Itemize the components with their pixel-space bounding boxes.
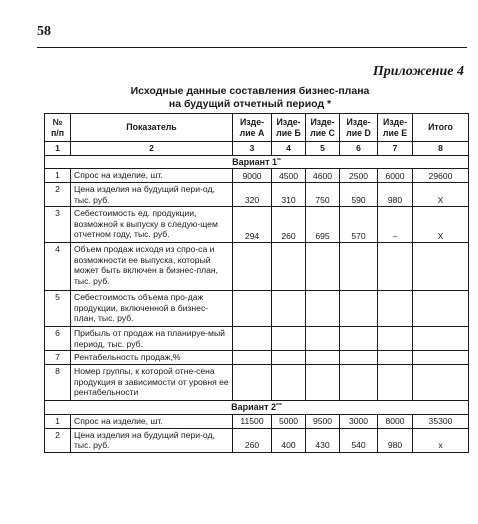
value-cell [306,243,340,291]
indicator-label: Прибыль от продаж на планируе-мый период, тыс. руб. [71,327,233,351]
value-cell: 3000 [340,414,378,428]
indicator-label: Себестоимость ед. продукции, возможной к выпуску в следую-щем отчетном году, тыс. руб. [71,207,233,243]
value-cell: – [378,207,413,243]
header-row [45,114,469,142]
value-cell: 8000 [378,414,413,428]
header-indicator: Показатель [71,114,233,142]
value-cell: 4500 [272,169,306,183]
header-total: Итого [413,114,469,142]
header-product-c: Изде-лие С [306,114,340,142]
variant-label: Вариант 1 [232,156,277,167]
value-cell: 980 [378,428,413,452]
value-cell [306,291,340,327]
value-cell: 294 [233,207,272,243]
value-cell [340,327,378,351]
header-product-e: Изде-лие Е [378,114,413,142]
table-row [45,351,469,365]
table-row [45,183,469,207]
variant-row [45,155,469,169]
table-row [45,428,469,452]
table-row [45,414,469,428]
table-row [45,291,469,327]
column-number-row [45,142,469,156]
column-number: 4 [272,142,306,156]
value-cell [306,365,340,401]
value-cell: 6000 [378,169,413,183]
header-product-a: Изде-лие А [233,114,272,142]
header-num: № п/п [45,114,71,142]
value-cell: Х [413,207,469,243]
value-cell: 590 [340,183,378,207]
value-cell [340,291,378,327]
table-row [45,327,469,351]
value-cell [413,291,469,327]
value-cell: Х [413,183,469,207]
business-plan-table [44,113,469,453]
indicator-label: Спрос на изделие, шт. [71,414,233,428]
value-cell [233,243,272,291]
value-cell [233,327,272,351]
indicator-label: Цена изделия на будущий пери-од, тыс. руб. [71,428,233,452]
row-number: 1 [45,414,71,428]
column-number: 6 [340,142,378,156]
indicator-label: Рентабельность продаж,% [71,351,233,365]
value-cell: 260 [272,207,306,243]
table-title-line-2: на будущий отчетный период * [168,98,332,110]
table-row [45,207,469,243]
value-cell: 9500 [306,414,340,428]
value-cell [340,365,378,401]
value-cell [378,291,413,327]
value-cell: 540 [340,428,378,452]
column-number: 2 [71,142,233,156]
footnote-mark: ** [276,157,281,164]
page-number: 58 [37,24,51,39]
value-cell [413,327,469,351]
header-product-d: Изде-лие D [340,114,378,142]
value-cell [233,291,272,327]
variant-row [45,401,469,415]
row-number: 8 [45,365,71,401]
value-cell: 400 [272,428,306,452]
value-cell: 260 [233,428,272,452]
row-number: 5 [45,291,71,327]
value-cell: 695 [306,207,340,243]
column-number: 1 [45,142,71,156]
value-cell: 980 [378,183,413,207]
value-cell [233,365,272,401]
value-cell: 35300 [413,414,469,428]
value-cell [272,327,306,351]
value-cell: 430 [306,428,340,452]
indicator-label: Цена изделия на будущий пери-од, тыс. руб. [71,183,233,207]
row-number: 2 [45,183,71,207]
value-cell: 29600 [413,169,469,183]
value-cell [340,243,378,291]
value-cell [340,351,378,365]
value-cell [378,365,413,401]
value-cell: 320 [233,183,272,207]
value-cell: 2500 [340,169,378,183]
column-number: 5 [306,142,340,156]
row-number: 2 [45,428,71,452]
header-rule [37,47,467,48]
table-row [45,365,469,401]
value-cell [306,351,340,365]
value-cell [413,351,469,365]
row-number: 1 [45,169,71,183]
indicator-label: Номер группы, к которой отне-сена продукция в зависимости от уровня ее рентабельности [71,365,233,401]
table-row [45,169,469,183]
appendix-label: Приложение 4 [372,64,464,79]
value-cell: 4600 [306,169,340,183]
value-cell [378,243,413,291]
value-cell: 570 [340,207,378,243]
value-cell: 5000 [272,414,306,428]
value-cell: х [413,428,469,452]
value-cell: 750 [306,183,340,207]
column-number: 7 [378,142,413,156]
value-cell [272,243,306,291]
value-cell [272,291,306,327]
header-product-b: Изде-лие Б [272,114,306,142]
value-cell [233,351,272,365]
value-cell [272,351,306,365]
value-cell [413,365,469,401]
indicator-label: Спрос на изделие, шт. [71,169,233,183]
value-cell [272,365,306,401]
column-number: 3 [233,142,272,156]
table-row [45,243,469,291]
value-cell [413,243,469,291]
row-number: 4 [45,243,71,291]
value-cell [306,327,340,351]
value-cell [378,327,413,351]
row-number: 3 [45,207,71,243]
value-cell: 9000 [233,169,272,183]
value-cell: 310 [272,183,306,207]
indicator-label: Себестоимость объема про-даж продукции, включенной в бизнес-план, тыс. руб. [71,291,233,327]
column-number: 8 [413,142,469,156]
footnote-mark: *** [276,403,282,409]
row-number: 6 [45,327,71,351]
row-number: 7 [45,351,71,365]
variant-label: Вариант 2 [231,402,277,412]
table-title-line-1: Исходные данные составления бизнес-плана [130,85,370,97]
value-cell [378,351,413,365]
indicator-label: Объем продаж исходя из спро-са и возможности ее выпуска, который может быть включен в бизнес-план, тыс. руб. [71,243,233,291]
value-cell: 11500 [233,414,272,428]
